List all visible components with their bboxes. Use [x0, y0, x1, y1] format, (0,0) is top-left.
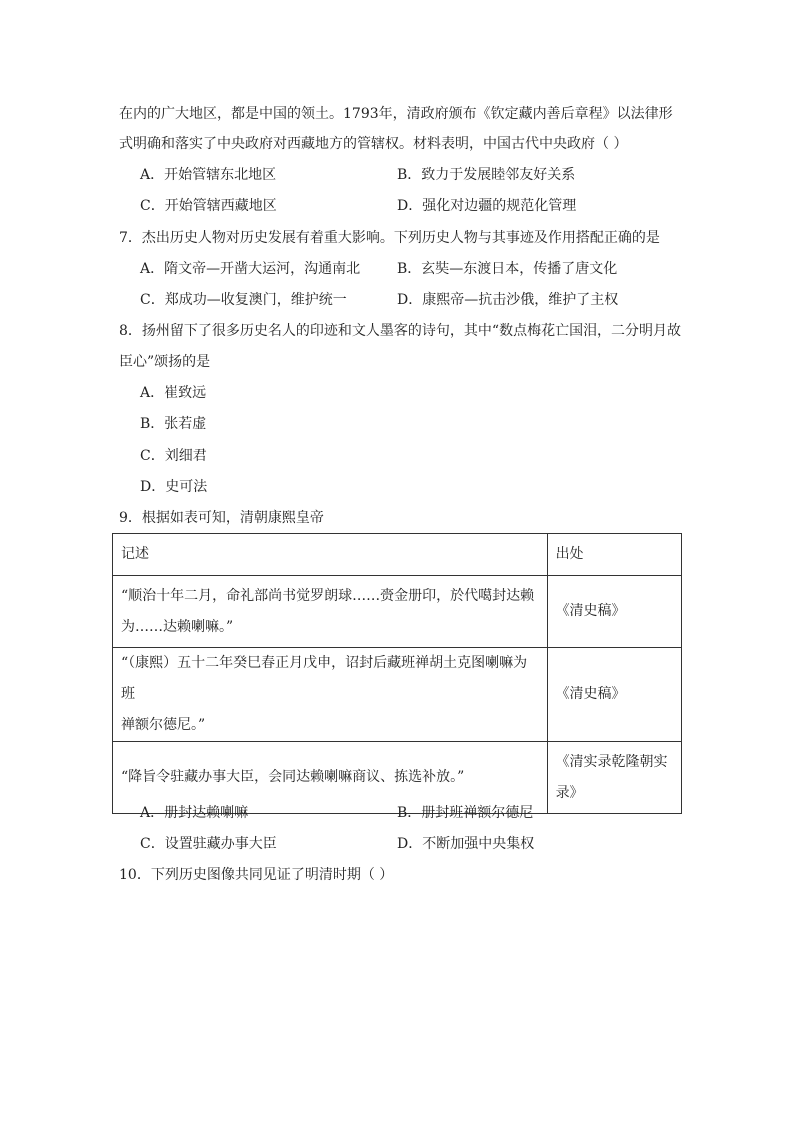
- source-line: 《清实录乾隆朝实: [555, 753, 668, 770]
- q8-stem-line-2: 臣心”颂扬的是: [119, 354, 211, 370]
- q10-stem: 10．下列历史图像共同见证了明清时期（ ）: [119, 867, 394, 883]
- q8-option-a[interactable]: A．崔致远: [140, 385, 207, 401]
- intro-option-a[interactable]: A．开始管辖东北地区: [140, 167, 277, 183]
- table-header-source: 出处: [547, 534, 681, 576]
- q9-stem: 9．根据如表可知，清朝康熙皇帝: [119, 510, 324, 526]
- table-row: [113, 576, 682, 648]
- table-row: [113, 648, 682, 742]
- q8-stem-line-1: 8．扬州留下了很多历史名人的印迹和文人墨客的诗句，其中“数点梅花亡国泪，二分明月故: [119, 323, 682, 339]
- table-header-record: 记述: [113, 534, 548, 576]
- q9-option-d[interactable]: D．不断加强中央集权: [397, 836, 535, 852]
- table-cell-source: 《清史稿》: [547, 576, 681, 648]
- q7-option-a[interactable]: A．隋文帝—开凿大运河，沟通南北: [140, 261, 361, 277]
- intro-option-d[interactable]: D．强化对边疆的规范化管理: [397, 198, 577, 214]
- source-table: [112, 533, 682, 814]
- q7-stem: 7．杰出历史人物对历史发展有着重大影响。下列历史人物与其事迹及作用搭配正确的是: [119, 230, 660, 246]
- intro-option-c[interactable]: C．开始管辖西藏地区: [140, 198, 277, 214]
- table-cell-record: “降旨令驻藏办事大臣，会同达赖喇嘛商议、拣选补放。”: [113, 742, 548, 814]
- intro-line-1: 在内的广大地区，都是中国的领土。1793年，清政府颁布《钦定藏内善后章程》以法律形: [119, 106, 673, 122]
- table-header-row: [113, 534, 682, 576]
- q9-option-b[interactable]: B．册封班禅额尔德尼: [397, 805, 534, 821]
- q9-option-c[interactable]: C．设置驻藏办事大臣: [140, 836, 277, 852]
- source-line: 录》: [555, 784, 584, 801]
- table-cell-source: 《清史稿》: [547, 648, 681, 742]
- record-line: “顺治十年二月，命礼部尚书觉罗朗球……赍金册印，於代噶封达赖: [121, 587, 535, 604]
- q8-option-c[interactable]: C．刘细君: [140, 448, 207, 464]
- intro-line-2: 式明确和落实了中央政府对西藏地方的管辖权。材料表明，中国古代中央政府（ ）: [119, 136, 628, 152]
- q7-option-d[interactable]: D．康熙帝—抗击沙俄，维护了主权: [397, 292, 619, 308]
- table-cell-record: [113, 648, 548, 742]
- record-line: “（康熙）五十二年癸巳春正月戊申，诏封后藏班禅胡土克图喇嘛为班: [121, 655, 528, 702]
- q7-option-c[interactable]: C．郑成功—收复澳门，维护统一: [140, 292, 347, 308]
- table-cell-record: [113, 576, 548, 648]
- intro-option-b[interactable]: B．致力于发展睦邻友好关系: [397, 167, 576, 183]
- q7-option-b[interactable]: B．玄奘—东渡日本，传播了唐文化: [397, 261, 618, 277]
- q9-option-a[interactable]: A．册封达赖喇嘛: [140, 805, 249, 821]
- q8-option-d[interactable]: D．史可法: [140, 479, 208, 495]
- q8-option-b[interactable]: B．张若虚: [140, 416, 207, 432]
- table-cell-source: [547, 742, 681, 814]
- record-line: 为……达赖喇嘛。”: [121, 618, 234, 635]
- record-line: 禅额尔德尼。”: [121, 717, 206, 733]
